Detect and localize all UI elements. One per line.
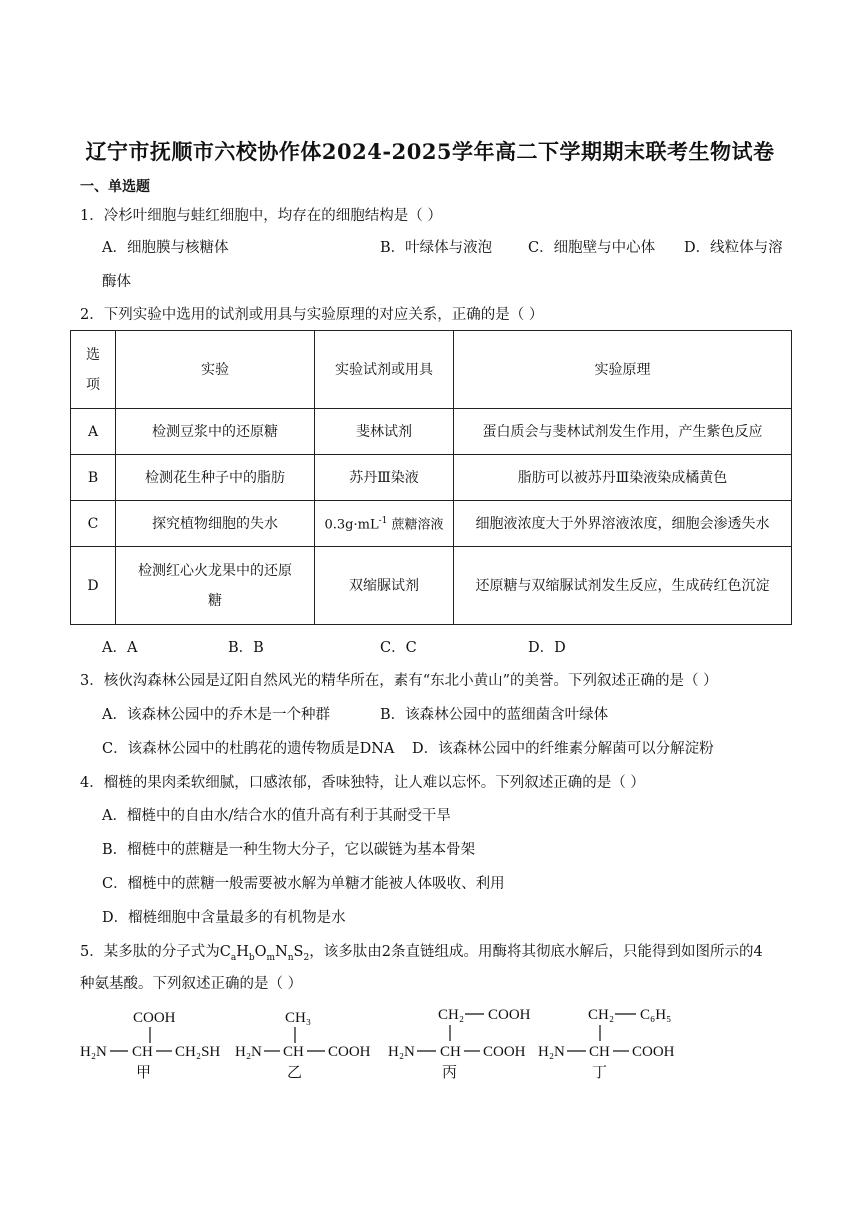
cell-principle: 还原糖与双缩脲试剂发生反应，生成砖红色沉淀: [454, 547, 792, 625]
header-reagent: 实验试剂或用具: [315, 331, 454, 409]
cell-principle: 蛋白质会与斐林试剂发生作用，产生紫色反应: [454, 409, 792, 455]
svg-text:H₂N: H₂N: [80, 1044, 107, 1060]
cell-experiment: 检测花生种子中的脂肪: [116, 455, 315, 501]
q1-option-d: D．线粒体与溶: [684, 240, 783, 256]
cell-principle: 细胞液浓度大于外界溶液浓度，细胞会渗透失水: [454, 501, 792, 547]
cell-experiment: 检测豆浆中的还原糖: [116, 409, 315, 455]
q3-option-b: B．该森林公园中的蓝细菌含叶绿体: [380, 707, 609, 723]
question-5-stem-cont: 种氨基酸。下列叙述正确的是（ ）: [80, 976, 303, 992]
cell-option: D: [71, 547, 116, 625]
header-principle: 实验原理: [454, 331, 792, 409]
svg-text:COOH: COOH: [133, 1010, 176, 1026]
amino-acid-ding: [538, 1007, 675, 1081]
cell-option: A: [71, 409, 116, 455]
cell-experiment: 探究植物细胞的失水: [116, 501, 315, 547]
section-heading: 一、单选题: [80, 179, 150, 195]
cell-option: B: [71, 455, 116, 501]
question-5-stem: 5．某多肽的分子式为$C_aH_bO_mN_nS_2$，该多肽由2条直链组成。用酶将其彻底水解后，只能得到如图所示的4: [80, 944, 763, 963]
page-title: 辽宁市抚顺市六校协作体2024-2025学年高二下学期期末联考生物试卷: [85, 139, 775, 164]
amino-acid-bing: [388, 1007, 531, 1081]
question-2-stem: 2．下列实验中选用的试剂或用具与实验原理的对应关系，正确的是（ ）: [80, 307, 544, 323]
table-header-row: [71, 331, 792, 409]
svg-text:H₂N: H₂N: [388, 1044, 415, 1060]
header-option: 选 项: [71, 331, 116, 409]
amino-acid-structures: [80, 1005, 700, 1085]
q1-option-c: C．细胞壁与中心体: [528, 240, 656, 256]
q1-option-b: B．叶绿体与液泡: [380, 240, 493, 256]
q4-option-d: D．榴梿细胞中含量最多的有机物是水: [102, 910, 346, 926]
table-row: [71, 409, 792, 455]
cell-principle: 脂肪可以被苏丹Ⅲ染液染成橘黄色: [454, 455, 792, 501]
svg-text:CH: CH: [589, 1044, 610, 1060]
table-row: [71, 501, 792, 547]
question-4-stem: 4．榴梿的果肉柔软细腻，口感浓郁，香味独特，让人难以忘怀。下列叙述正确的是（ ）: [80, 775, 645, 791]
q2-option-a: A．A: [102, 640, 138, 656]
svg-text:CH₃: CH₃: [285, 1010, 312, 1026]
cell-reagent: 斐林试剂: [315, 409, 454, 455]
cell-reagent: 苏丹Ⅲ染液: [315, 455, 454, 501]
q1-option-a: A．细胞膜与核糖体: [102, 240, 229, 256]
svg-text:H₂N: H₂N: [538, 1044, 565, 1060]
experiment-table: [70, 330, 792, 625]
svg-text:COOH: COOH: [483, 1044, 526, 1060]
q4-option-c: C．榴梿中的蔗糖一般需要被水解为单糖才能被人体吸收、利用: [102, 876, 505, 892]
svg-text:COOH: COOH: [632, 1044, 675, 1060]
q2-option-d: D．D: [528, 640, 566, 656]
svg-text:CH₂SH: CH₂SH: [175, 1044, 221, 1060]
svg-text:C₆H₅: C₆H₅: [640, 1007, 672, 1023]
cell-reagent: 双缩脲试剂: [315, 547, 454, 625]
svg-text:COOH: COOH: [488, 1007, 531, 1023]
amino-acid-jia: [80, 1010, 220, 1081]
cell-experiment: 检测红心火龙果中的还原 糖: [116, 547, 315, 625]
q3-option-c: C．该森林公园中的杜鹃花的遗传物质是DNA: [102, 741, 395, 757]
svg-text:CH₂: CH₂: [438, 1007, 465, 1023]
question-1-stem: 1．冷杉叶细胞与蛙红细胞中，均存在的细胞结构是（ ）: [80, 208, 442, 224]
svg-text:CH: CH: [283, 1044, 304, 1060]
label-jia: 甲: [136, 1065, 152, 1081]
label-bing: 丙: [442, 1065, 458, 1081]
table-row: [71, 547, 792, 625]
table-row: [71, 455, 792, 501]
q3-option-a: A．该森林公园中的乔木是一个种群: [102, 707, 330, 723]
svg-text:CH: CH: [440, 1044, 461, 1060]
cell-option: C: [71, 501, 116, 547]
svg-text:COOH: COOH: [328, 1044, 371, 1060]
q1-option-d-cont: 酶体: [102, 274, 131, 290]
label-ding: 丁: [592, 1065, 608, 1081]
q3-option-d: D．该森林公园中的纤维素分解菌可以分解淀粉: [412, 741, 714, 757]
q2-option-b: B．B: [228, 640, 264, 656]
cell-reagent: $0.3g\cdot mL^{-1}$ 蔗糖溶液: [315, 501, 454, 547]
q2-option-c: C．C: [380, 640, 417, 656]
label-yi: 乙: [287, 1065, 303, 1081]
svg-text:H₂N: H₂N: [235, 1044, 262, 1060]
question-3-stem: 3．核伙沟森林公园是辽阳自然风光的精华所在，素有“东北小黄山”的美誉。下列叙述正确的是（ ）: [80, 673, 718, 689]
q4-option-b: B．榴梿中的蔗糖是一种生物大分子，它以碳链为基本骨架: [102, 842, 476, 858]
svg-text:CH₂: CH₂: [588, 1007, 615, 1023]
svg-text:CH: CH: [132, 1044, 153, 1060]
amino-acid-yi: [235, 1010, 371, 1081]
header-experiment: 实验: [116, 331, 315, 409]
q4-option-a: A．榴梿中的自由水/结合水的值升高有利于其耐受干旱: [102, 808, 451, 824]
